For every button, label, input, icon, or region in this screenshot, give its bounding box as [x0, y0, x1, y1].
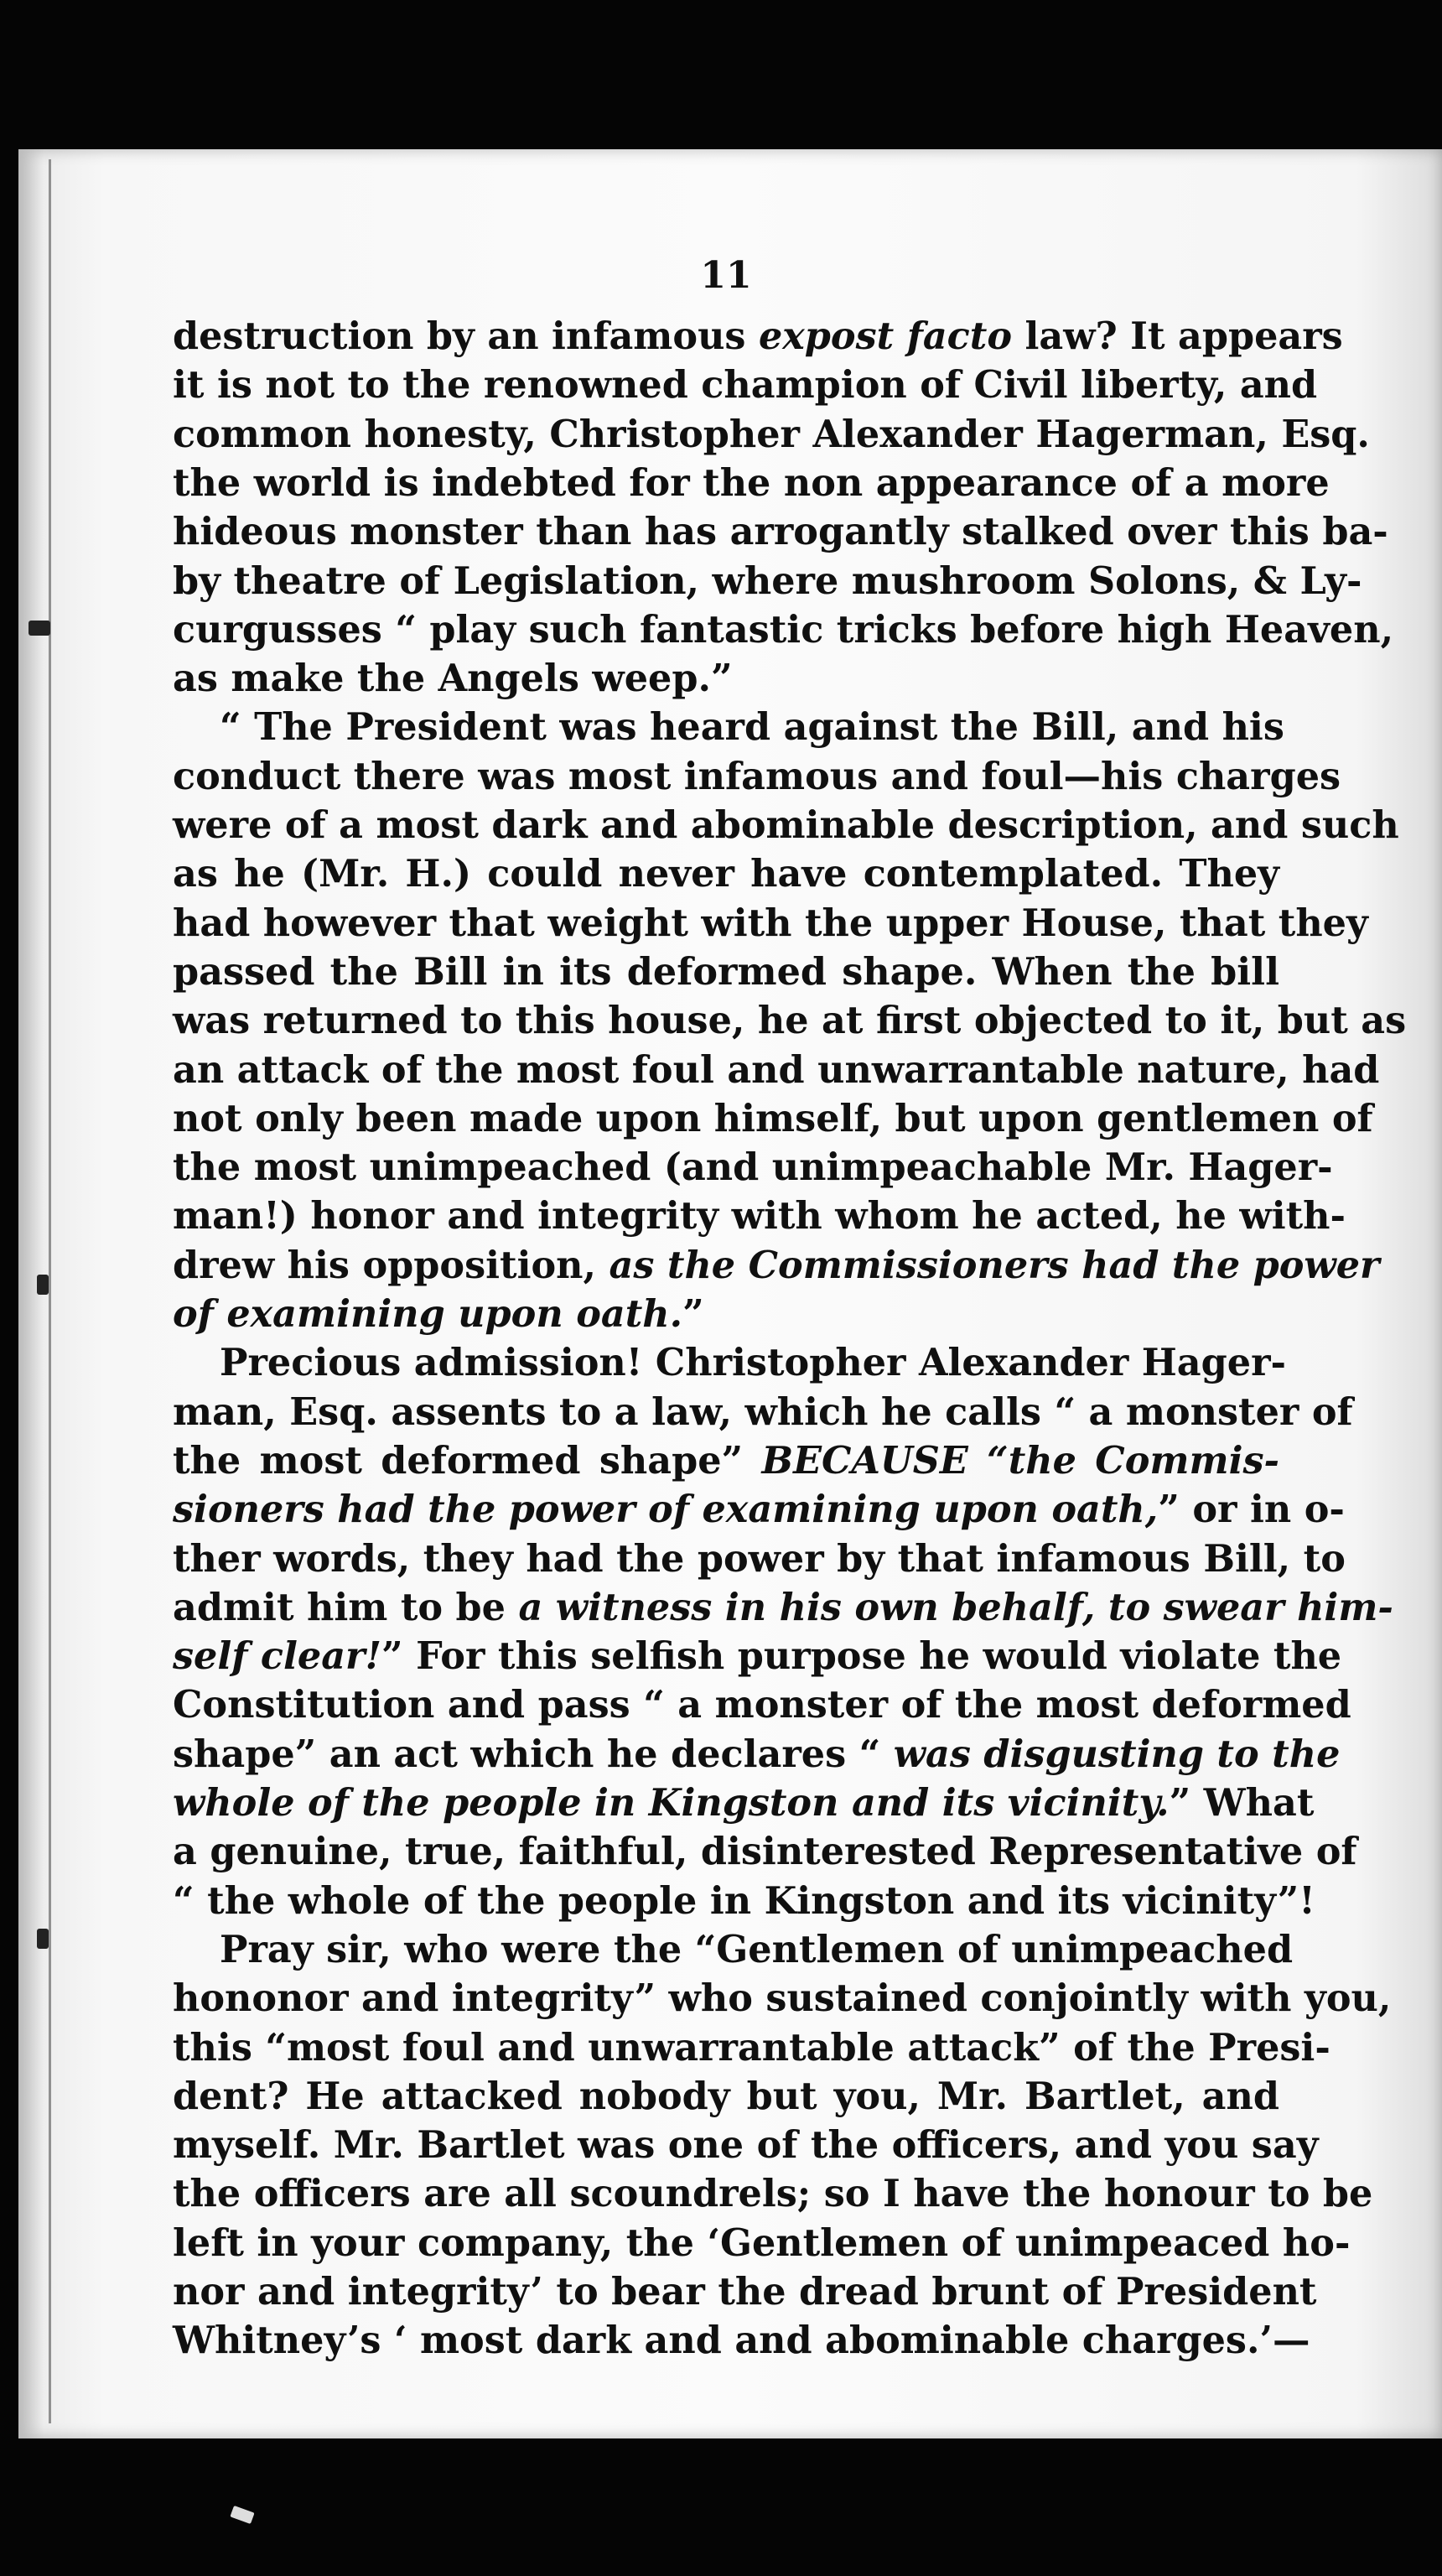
- margin-stain: [37, 1275, 49, 1295]
- text-line: [173, 948, 1279, 996]
- scan-smudge: [230, 2506, 254, 2524]
- text-span: hideous monster than has arrogantly stalked over this ba-: [173, 510, 1388, 554]
- text-line: [173, 654, 1279, 703]
- text-span: hononor and integrity” who sustained conjointly with you,: [173, 1976, 1392, 2021]
- text-line: [173, 1974, 1392, 2023]
- text-span: common honesty, Christopher Alexander Hagerman, Esq.: [173, 412, 1370, 456]
- text-line: [173, 1485, 1345, 1534]
- text-line: [173, 996, 1407, 1045]
- italic-text-span: BECAUSE “the Commis-: [761, 1438, 1279, 1483]
- text-span: the officers are all scoundrels; so I have the honour to be: [173, 2172, 1373, 2216]
- text-span: ther words, they had the power by that infamous Bill, to: [173, 1536, 1346, 1581]
- margin-stain: [37, 1929, 49, 1949]
- text-span: the world is indebted for the non appearance of a more: [173, 460, 1330, 505]
- text-span: left in your company, the ‘Gentlemen of unimpeaced ho-: [173, 2220, 1351, 2265]
- italic-text-span: was disgusting to the: [893, 1732, 1341, 1776]
- text-span: myself. Mr. Bartlet was one of the officers, and you say: [173, 2123, 1319, 2168]
- text-span: as make the Angels weep.”: [173, 657, 733, 701]
- text-span: Pray sir, who were the “Gentlemen of unimpeached: [220, 1927, 1294, 1971]
- text-line: [173, 703, 1284, 751]
- text-line: [173, 1046, 1380, 1094]
- text-line: [173, 1290, 1279, 1338]
- text-span: drew his opposition,: [173, 1243, 609, 1287]
- text-span: an attack of the most foul and unwarrantable nature, had: [173, 1047, 1380, 1092]
- text-line: [173, 1192, 1346, 1240]
- margin-stain: [29, 621, 50, 636]
- text-line: [173, 1436, 1279, 1485]
- text-line: [173, 1388, 1353, 1436]
- text-span: “ The President was heard against the Bill, and his: [220, 705, 1284, 750]
- page-number: 11: [700, 254, 752, 297]
- text-line: [173, 1632, 1342, 1680]
- text-span: law? It appears: [1012, 314, 1343, 358]
- text-span: as he (Mr. H.) could never have contemplated. They: [173, 852, 1279, 896]
- italic-text-span: whole of the people in Kingston and its vicinity.: [173, 1781, 1170, 1825]
- text-span: this “most foul and unwarrantable attack” of the Presi-: [173, 2025, 1330, 2070]
- text-span: the most deformed shape”: [173, 1438, 762, 1483]
- text-line: [173, 1730, 1341, 1779]
- text-line: [173, 410, 1370, 459]
- text-line: [173, 2267, 1317, 2316]
- text-span: shape” an act which he declares “: [173, 1732, 894, 1776]
- text-line: [173, 1535, 1346, 1583]
- text-span: ”: [682, 1292, 704, 1336]
- text-span: was returned to this house, he at first objected to it, but as: [173, 999, 1407, 1043]
- text-line: [173, 2072, 1279, 2121]
- italic-text-span: self clear!: [173, 1634, 382, 1679]
- text-span: Whitney’s ‘ most dark and and abominable charges.’—: [173, 2319, 1310, 2363]
- italic-text-span: expost facto: [758, 314, 1013, 358]
- text-span: man!) honor and integrity with whom he acted, he with-: [173, 1194, 1346, 1239]
- text-line: [173, 1827, 1357, 1876]
- text-line: [173, 849, 1279, 898]
- text-span: ” For this selfish purpose he would violate the: [381, 1634, 1342, 1679]
- italic-text-span: as the Commissioners had the power: [609, 1243, 1380, 1287]
- text-span: nor and integrity’ to bear the dread brunt of President: [173, 2270, 1317, 2314]
- italic-text-span: of examining upon oath.: [173, 1292, 683, 1336]
- text-line: [173, 2169, 1373, 2218]
- text-span: admit him to be: [173, 1585, 519, 1629]
- text-span: were of a most dark and abominable description, and such: [173, 803, 1399, 847]
- text-span: ” What: [1169, 1781, 1315, 1825]
- text-span: a genuine, true, faithful, disinterested Representative of: [173, 1830, 1357, 1874]
- text-line: [173, 2316, 1310, 2365]
- text-span: Constitution and pass “ a monster of the most deformed: [173, 1683, 1351, 1727]
- text-span: ” or in o-: [1158, 1488, 1345, 1532]
- text-span: passed the Bill in its deformed shape. When the bill: [173, 949, 1279, 994]
- text-span: curgusses “ play such fantastic tricks before high Heaven,: [173, 607, 1394, 652]
- text-span: not only been made upon himself, but upon gentlemen of: [173, 1096, 1373, 1140]
- text-span: “ the whole of the people in Kingston and its vicinity”!: [173, 1878, 1315, 1923]
- text-line: [173, 1338, 1286, 1387]
- text-span: by theatre of Legislation, where mushroom Solons, & Ly-: [173, 558, 1362, 603]
- text-line: [173, 2121, 1319, 2169]
- text-span: destruction by an infamous: [173, 314, 759, 358]
- text-line: [173, 557, 1362, 605]
- text-line: [173, 507, 1388, 556]
- text-line: [173, 459, 1330, 507]
- text-line: [173, 1094, 1373, 1143]
- text-line: [173, 899, 1368, 948]
- text-span: man, Esq. assents to a law, which he calls “ a monster of: [173, 1389, 1353, 1434]
- text-line: [173, 1583, 1393, 1632]
- text-span: conduct there was most infamous and foul—his charges: [173, 754, 1341, 798]
- text-line: [173, 605, 1394, 654]
- italic-text-span: sioners had the power of examining upon oath,: [173, 1488, 1159, 1532]
- text-span: it is not to the renowned champion of Civil liberty, and: [173, 363, 1318, 408]
- text-span: the most unimpeached (and unimpeachable Mr. Hager-: [173, 1145, 1333, 1190]
- text-line: [173, 2023, 1330, 2072]
- italic-text-span: a witness in his own behalf, to swear him-: [518, 1585, 1393, 1629]
- text-line: [173, 752, 1341, 801]
- text-span: dent? He attacked nobody but you, Mr. Bartlet, and: [173, 2074, 1279, 2118]
- text-line: [173, 1143, 1333, 1192]
- text-line: [173, 1779, 1315, 1827]
- text-line: [173, 1925, 1294, 1974]
- text-span: had however that weight with the upper House, that they: [173, 901, 1368, 945]
- text-line: [173, 2219, 1351, 2267]
- binding-margin-line: [49, 159, 51, 2423]
- text-line: [173, 1680, 1351, 1729]
- text-span: Precious admission! Christopher Alexander Hager-: [220, 1341, 1286, 1385]
- text-line: [173, 1241, 1380, 1290]
- text-line: [173, 1877, 1315, 1925]
- text-line: [173, 312, 1343, 361]
- text-line: [173, 361, 1318, 409]
- text-line: [173, 801, 1399, 849]
